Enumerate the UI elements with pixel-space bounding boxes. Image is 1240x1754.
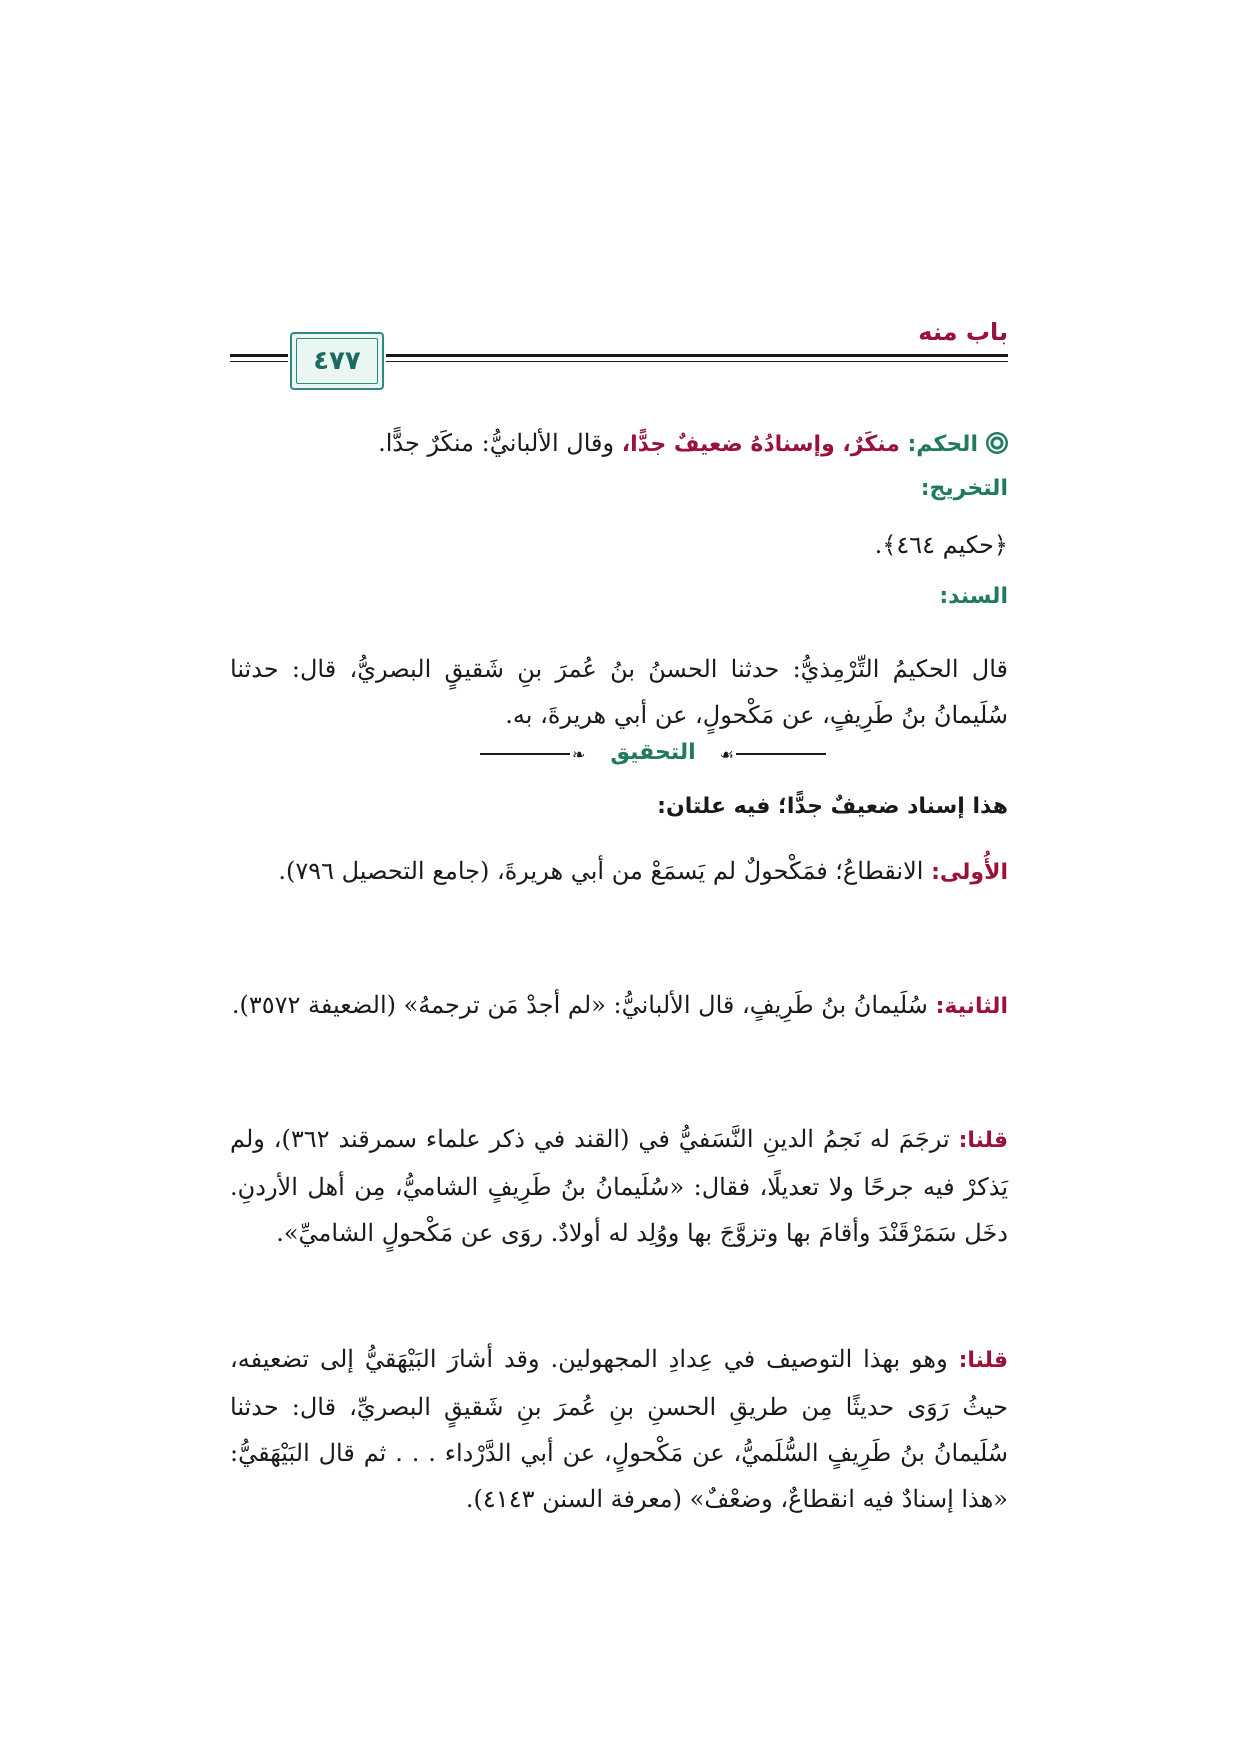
page-number: ٤٧٧: [313, 346, 361, 376]
verdict-label: الحكم:: [907, 432, 978, 457]
tahqiq-divider: [480, 742, 826, 766]
qulna-first-paragraph: [230, 1116, 1008, 1256]
page-number-badge: [290, 332, 384, 390]
qulna-second-label: قلنا:: [958, 1348, 1008, 1373]
tahqiq-title: التحقيق: [610, 740, 696, 765]
divider-line-right: [736, 753, 826, 755]
qulna-first-label: قلنا:: [958, 1128, 1009, 1153]
divider-line-left: [480, 753, 570, 755]
first-label: الأُولى:: [931, 860, 1008, 885]
verdict-paragraph: [230, 420, 1008, 468]
flower-ornament-icon: [986, 432, 1008, 454]
chapter-title: باب منه: [918, 318, 1008, 346]
verdict-rest: وقال الألبانيُّ: منكَرٌ جدًّا.: [378, 429, 615, 457]
qulna-first-text: ترجَمَ له نَجمُ الدينِ النَّسَفيُّ في (القند في ذكر علماء سمرقند ٣٦٢)، ولم يَذكرْ فيه جرحًا ولا تعديلًا، فقال: «سُلَيمانُ بنُ طَرِيفٍ الشاميُّ، مِن أهل الأردنِ. دخَل سَمَرْقَنْدَ وأقامَ بها وتزوَّجَ بها ووُلِد له أولادٌ. روَى عن مَكْحولٍ الشاميِّ».: [230, 1125, 1008, 1247]
takhrij-text: ﴿حكيم ٤٦٤﴾.: [874, 531, 1008, 559]
divider-ornament-right: ☙: [719, 745, 734, 764]
qulna-second-text: وهو بهذا التوصيف في عِدادِ المجهولين. وقد أشارَ البَيْهَقيُّ إلى تضعيفه، حيثُ رَوَى حديثًا مِن طريقِ الحسنِ بنِ عُمرَ بنِ شَقيقٍ البصريِّ، قال: حدثنا سُلَيمانُ بنُ طَرِيفٍ السُّلَميُّ، عن مَكْحولٍ، عن أبي الدَّرْداء . . . ثم قال البَيْهَقيُّ: «هذا إسنادٌ فيه انقطاعٌ، وضعْفٌ» (معرفة السنن ٤١٤٣).: [230, 1345, 1008, 1513]
sanad-label: السند:: [939, 584, 1008, 609]
second-text: سُلَيمانُ بنُ طَرِيفٍ، قال الألبانيُّ: «لم أجدْ مَن ترجمهُ» (الضعيفة ٣٥٧٢).: [231, 991, 928, 1019]
header-rule-left-thin: [230, 361, 288, 362]
header-rule-right-thin: [386, 361, 1008, 362]
header-rule-right: [386, 354, 1008, 357]
qulna-second-paragraph: [230, 1336, 1008, 1522]
header-rule-left: [230, 354, 288, 357]
first-paragraph: [230, 848, 1008, 896]
intro-text: هذا إسناد ضعيفٌ جدًّا؛ فيه علتان:: [657, 794, 1008, 819]
takhrij-label: التخريج:: [920, 476, 1008, 501]
sanad-text: قال الحكيمُ التِّرْمِذيُّ: حدثنا الحسنُ بنُ عُمرَ بنِ شَقيقٍ البصريُّ، قال: حدثنا سُلَيمانُ بنُ طَرِيفٍ، عن مَكْحولٍ، عن أبي هريرةَ، به.: [230, 655, 1008, 729]
verdict-value: منكَرٌ، وإسنادُهُ ضعيفٌ جدًّا،: [621, 432, 900, 457]
second-label: الثانية:: [935, 994, 1008, 1019]
first-text: الانقطاعُ؛ فمَكْحولٌ لم يَسمَعْ من أبي هريرةَ، (جامع التحصيل ٧٩٦).: [278, 857, 924, 885]
page-header: [230, 318, 1008, 392]
second-paragraph: [230, 982, 1008, 1030]
divider-ornament-left: ❧: [572, 745, 586, 764]
